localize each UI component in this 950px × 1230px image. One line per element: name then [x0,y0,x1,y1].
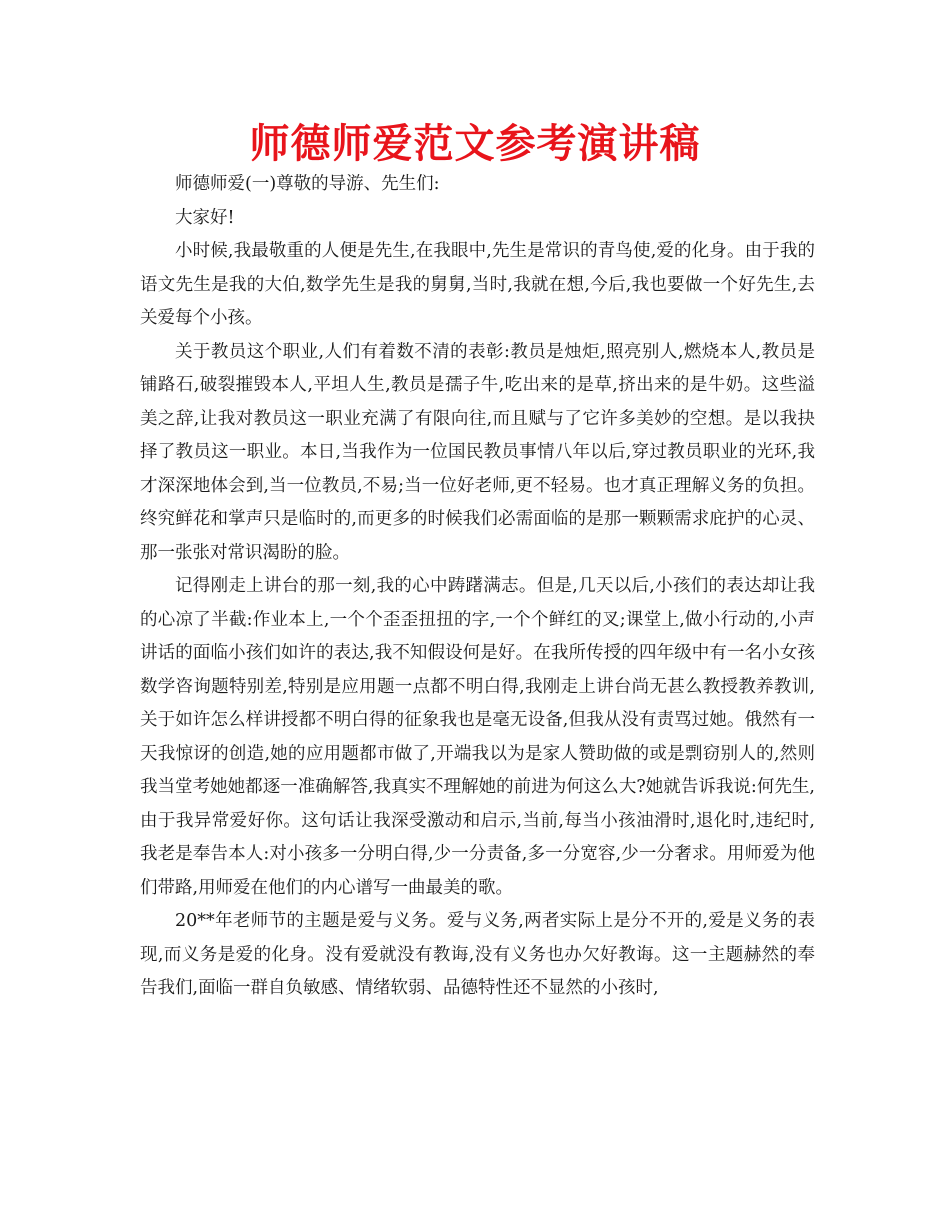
paragraph-profession: 关于教员这个职业,人们有着数不清的表彰:教员是烛炬,照亮别人,燃烧本人,教员是铺路石,破裂摧毁本人,平坦人生,教员是孺子牛,吃出来的是草,挤出来的是牛奶。这些溢美之辞,让我对教员这一职业充满了有限向往,而且赋与了它许多美妙的空想。是以我抉择了教员这一职业。本日,当我作为一位国民教员事情八年以后,穿过教员职业的光环,我才深深地体会到,当一位教员,不易;当一位好老师,更不轻易。也才真正理解义务的负担。终究鲜花和掌声只是临时的,而更多的时候我们必需面临的是那一颗颗需求庇护的心灵、那一张张对常识渴盼的脸。 [140,341,815,563]
document-title: 师德师爱范文参考演讲稿 [249,121,701,167]
paragraph-childhood: 小时候,我最敬重的人便是先生,在我眼中,先生是常识的青鸟使,爱的化身。由于我的语文先生是我的大伯,数学先生是我的舅舅,当时,我就在想,今后,我也要做一个好先生,去关爱每个小孩。 [140,241,815,328]
paragraph-salutation: 师德师爱(一)尊敬的导游、先生们: [175,174,440,194]
paragraph-greeting: 大家好! [175,207,235,228]
paragraph-teachers-day: 20**年老师节的主题是爱与义务。爱与义务,两者实际上是分不开的,爱是义务的表现,而义务是爱的化身。没有爱就没有教诲,没有义务也办欠好教诲。这一主题赫然的奉告我们,面临一群自负敏感、情绪软弱、品德特性还不显然的小孩时, [140,911,815,998]
document-body [140,168,815,1006]
paragraph-classroom: 记得刚走上讲台的那一刻,我的心中踌躇满志。但是,几天以后,小孩们的表达却让我的心凉了半截:作业本上,一个个歪歪扭扭的字,一个个鲜红的叉;课堂上,做小行动的,小声讲话的面临小孩们如许的表达,我不知假设何是好。在我所传授的四年级中有一名小女孩数学咨询题特别差,特别是应用题一点都不明白得,我刚走上讲台尚无甚么教授教养教训,关于如许怎么样讲授都不明白得的征象我也是毫无设备,但我从没有责骂过她。俄然有一天我惊讶的创造,她的应用题都市做了,开端我以为是家人赞助做的或是剽窃别人的,然则我当堂考她她都逐一准确解答,我真实不理解她的前进为何这么大?她就告诉我说:何先生,由于我异常爱好你。这句话让我深受激动和启示,当前,每当小孩油滑时,退化时,违纪时,我老是奉告本人:对小孩多一分明白得,少一分责备,多一分宽容,少一分奢求。用师爱为他们带路,用师爱在他们的内心谱写一曲最美的歌。 [140,576,815,898]
